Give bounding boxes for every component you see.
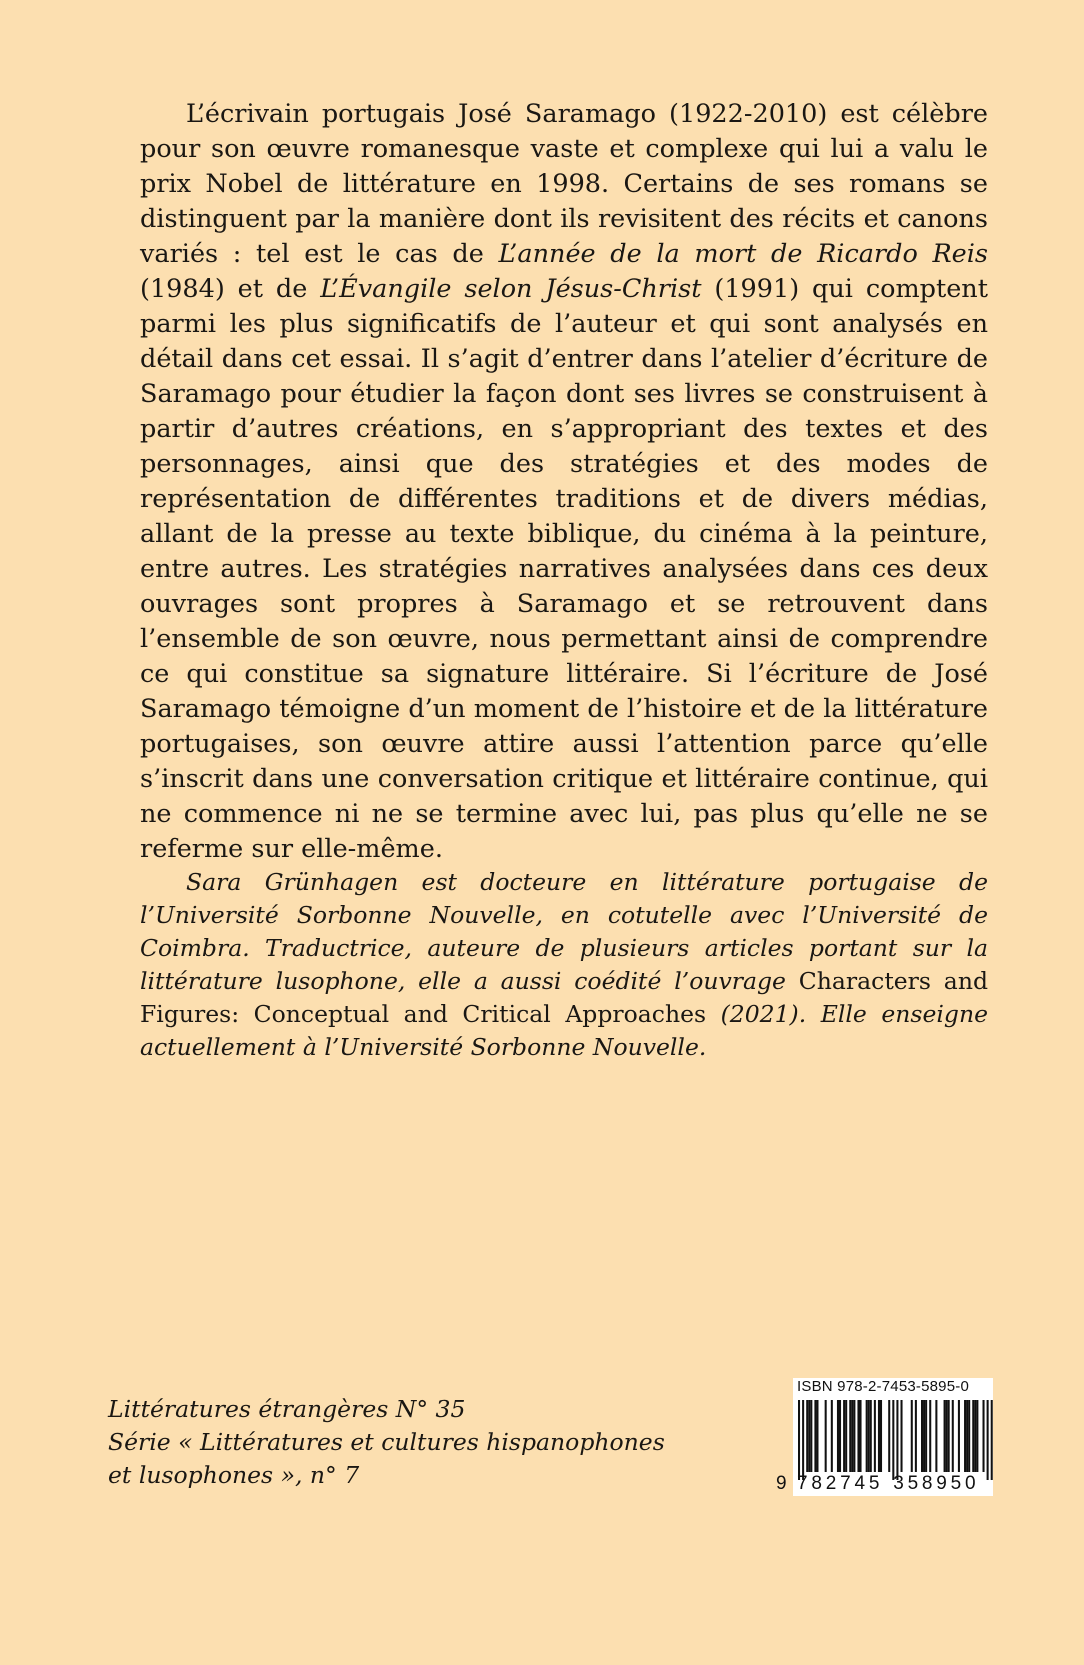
barcode-bar	[843, 1400, 845, 1472]
barcode-bar	[911, 1400, 913, 1472]
barcode-bar	[946, 1400, 948, 1472]
blurb-text-3: (1991) qui comptent parmi les plus significatifs de l’auteur et qui sont analysés en détail dans cet essai. Il s’agit d’entrer dans l’atelier d’écriture de Saramago pour étudier la façon dont ses livres se construisent à partir d’autres créations, en s’appropriant des textes et des personnages, ainsi que des stratégies et des modes de représentation de différentes traditions et de divers médias, allant de la presse au texte biblique, du cinéma à la peinture, entre autres. Les stratégies narratives analysées dans ces deux ouvrages sont propres à Saramago et se retrouvent dans l’ensemble de son œuvre, nous permettant ainsi de comprendre ce qui constitue sa signature littéraire. Si l’écriture de José Saramago témoigne d’un moment de l’histoire et de la littérature portugaises, son œuvre attire aussi l’attention parce qu’elle s’inscrit dans une conversation critique et littéraire continue, qui ne commence ni ne se termine avec lui, pas plus qu’elle ne se referme sur elle-même.	[140, 274, 988, 864]
barcode-bar	[880, 1400, 882, 1472]
barcode-bar	[878, 1400, 880, 1472]
blurb-book-title-1: L’année de la mort de Ricardo Reis	[498, 239, 988, 269]
barcode-bar	[901, 1400, 903, 1472]
barcode-bar	[860, 1400, 862, 1472]
blurb-text-2: (1984) et de	[140, 274, 321, 304]
barcode-bar	[921, 1400, 923, 1472]
barcode-bar	[868, 1400, 870, 1472]
barcode-bar	[952, 1400, 954, 1472]
barcode-bar	[831, 1400, 833, 1472]
barcode-bar	[806, 1400, 808, 1472]
barcode-guard-bar	[991, 1400, 993, 1480]
barcode-bar	[974, 1400, 976, 1472]
barcode-bar	[925, 1400, 927, 1472]
series-line-3: et lusophones », n° 7	[108, 1461, 360, 1489]
barcode-bar	[935, 1400, 937, 1472]
ean-right-group: 358950	[893, 1473, 980, 1494]
barcode-bar	[948, 1400, 950, 1472]
barcode-bar	[983, 1400, 985, 1472]
ean-left-group: 782745	[797, 1473, 884, 1494]
barcode-bar	[874, 1400, 876, 1472]
barcode-bar	[837, 1400, 839, 1472]
ean-digits	[776, 1473, 994, 1495]
ean-first-digit: 9	[776, 1473, 787, 1494]
barcode-bar	[915, 1400, 917, 1472]
series-line-1: Littératures étrangères N° 35	[108, 1395, 466, 1423]
barcode-bar	[866, 1400, 868, 1472]
barcode-bar	[808, 1400, 810, 1472]
bio-book-title: Characters and Figures: Conceptual and Critical Approaches	[140, 967, 988, 1028]
barcode-bar	[816, 1400, 818, 1472]
barcode-bar	[929, 1400, 931, 1472]
barcode-guard-bar	[802, 1400, 804, 1480]
barcode-bar	[972, 1400, 974, 1472]
barcode-bar	[958, 1400, 960, 1472]
barcode-bar	[944, 1400, 946, 1472]
barcode-bar	[814, 1400, 816, 1472]
barcode-bar	[888, 1400, 890, 1472]
barcode-bar	[968, 1400, 970, 1472]
barcode-bar	[851, 1400, 853, 1472]
blurb-book-title-2: L’Évangile selon Jésus-Christ	[320, 274, 702, 304]
barcode-bar	[839, 1400, 841, 1472]
bio-text-2: (2021). Elle enseigne actuellement à l’Université Sorbonne Nouvelle.	[140, 1000, 988, 1061]
barcode-bar	[923, 1400, 925, 1472]
barcode-guard-bar	[896, 1400, 898, 1480]
barcode-guard-bar	[987, 1400, 989, 1480]
barcode-bar	[857, 1400, 859, 1472]
barcode-guard-bar	[798, 1400, 800, 1480]
barcode-bar	[966, 1400, 968, 1472]
bio-text-1: Sara Grünhagen est docteure en littérature portugaise de l’Université Sorbonne Nouvelle, en cotutelle avec l’Université de Coimbra. Traductrice, auteure de plusieurs articles portant sur la littérature lusophone, elle a aussi coédité l’ouvrage	[140, 868, 988, 995]
series-line-2: Série « Littératures et cultures hispanophones	[108, 1428, 665, 1456]
barcode-bar	[825, 1400, 827, 1472]
barcode-bar	[810, 1400, 812, 1472]
blurb-text-1: L’écrivain portugais José Saramago (1922-2010) est célèbre pour son œuvre romanesque vaste et complexe qui lui a valu le prix Nobel de littérature en 1998. Certains de ses romans se distinguent par la manière dont ils revisitent des récits et canons variés : tel est le cas de	[140, 99, 988, 269]
barcode-bar	[853, 1400, 855, 1472]
barcode-bar	[964, 1400, 966, 1472]
barcode-bar	[870, 1400, 872, 1472]
barcode-bar	[845, 1400, 847, 1472]
barcode-guard-bar	[892, 1400, 894, 1480]
barcode-bar	[976, 1400, 978, 1472]
isbn-label: ISBN 978-2-7453-5895-0	[797, 1378, 970, 1395]
barcode-bar	[849, 1400, 851, 1472]
